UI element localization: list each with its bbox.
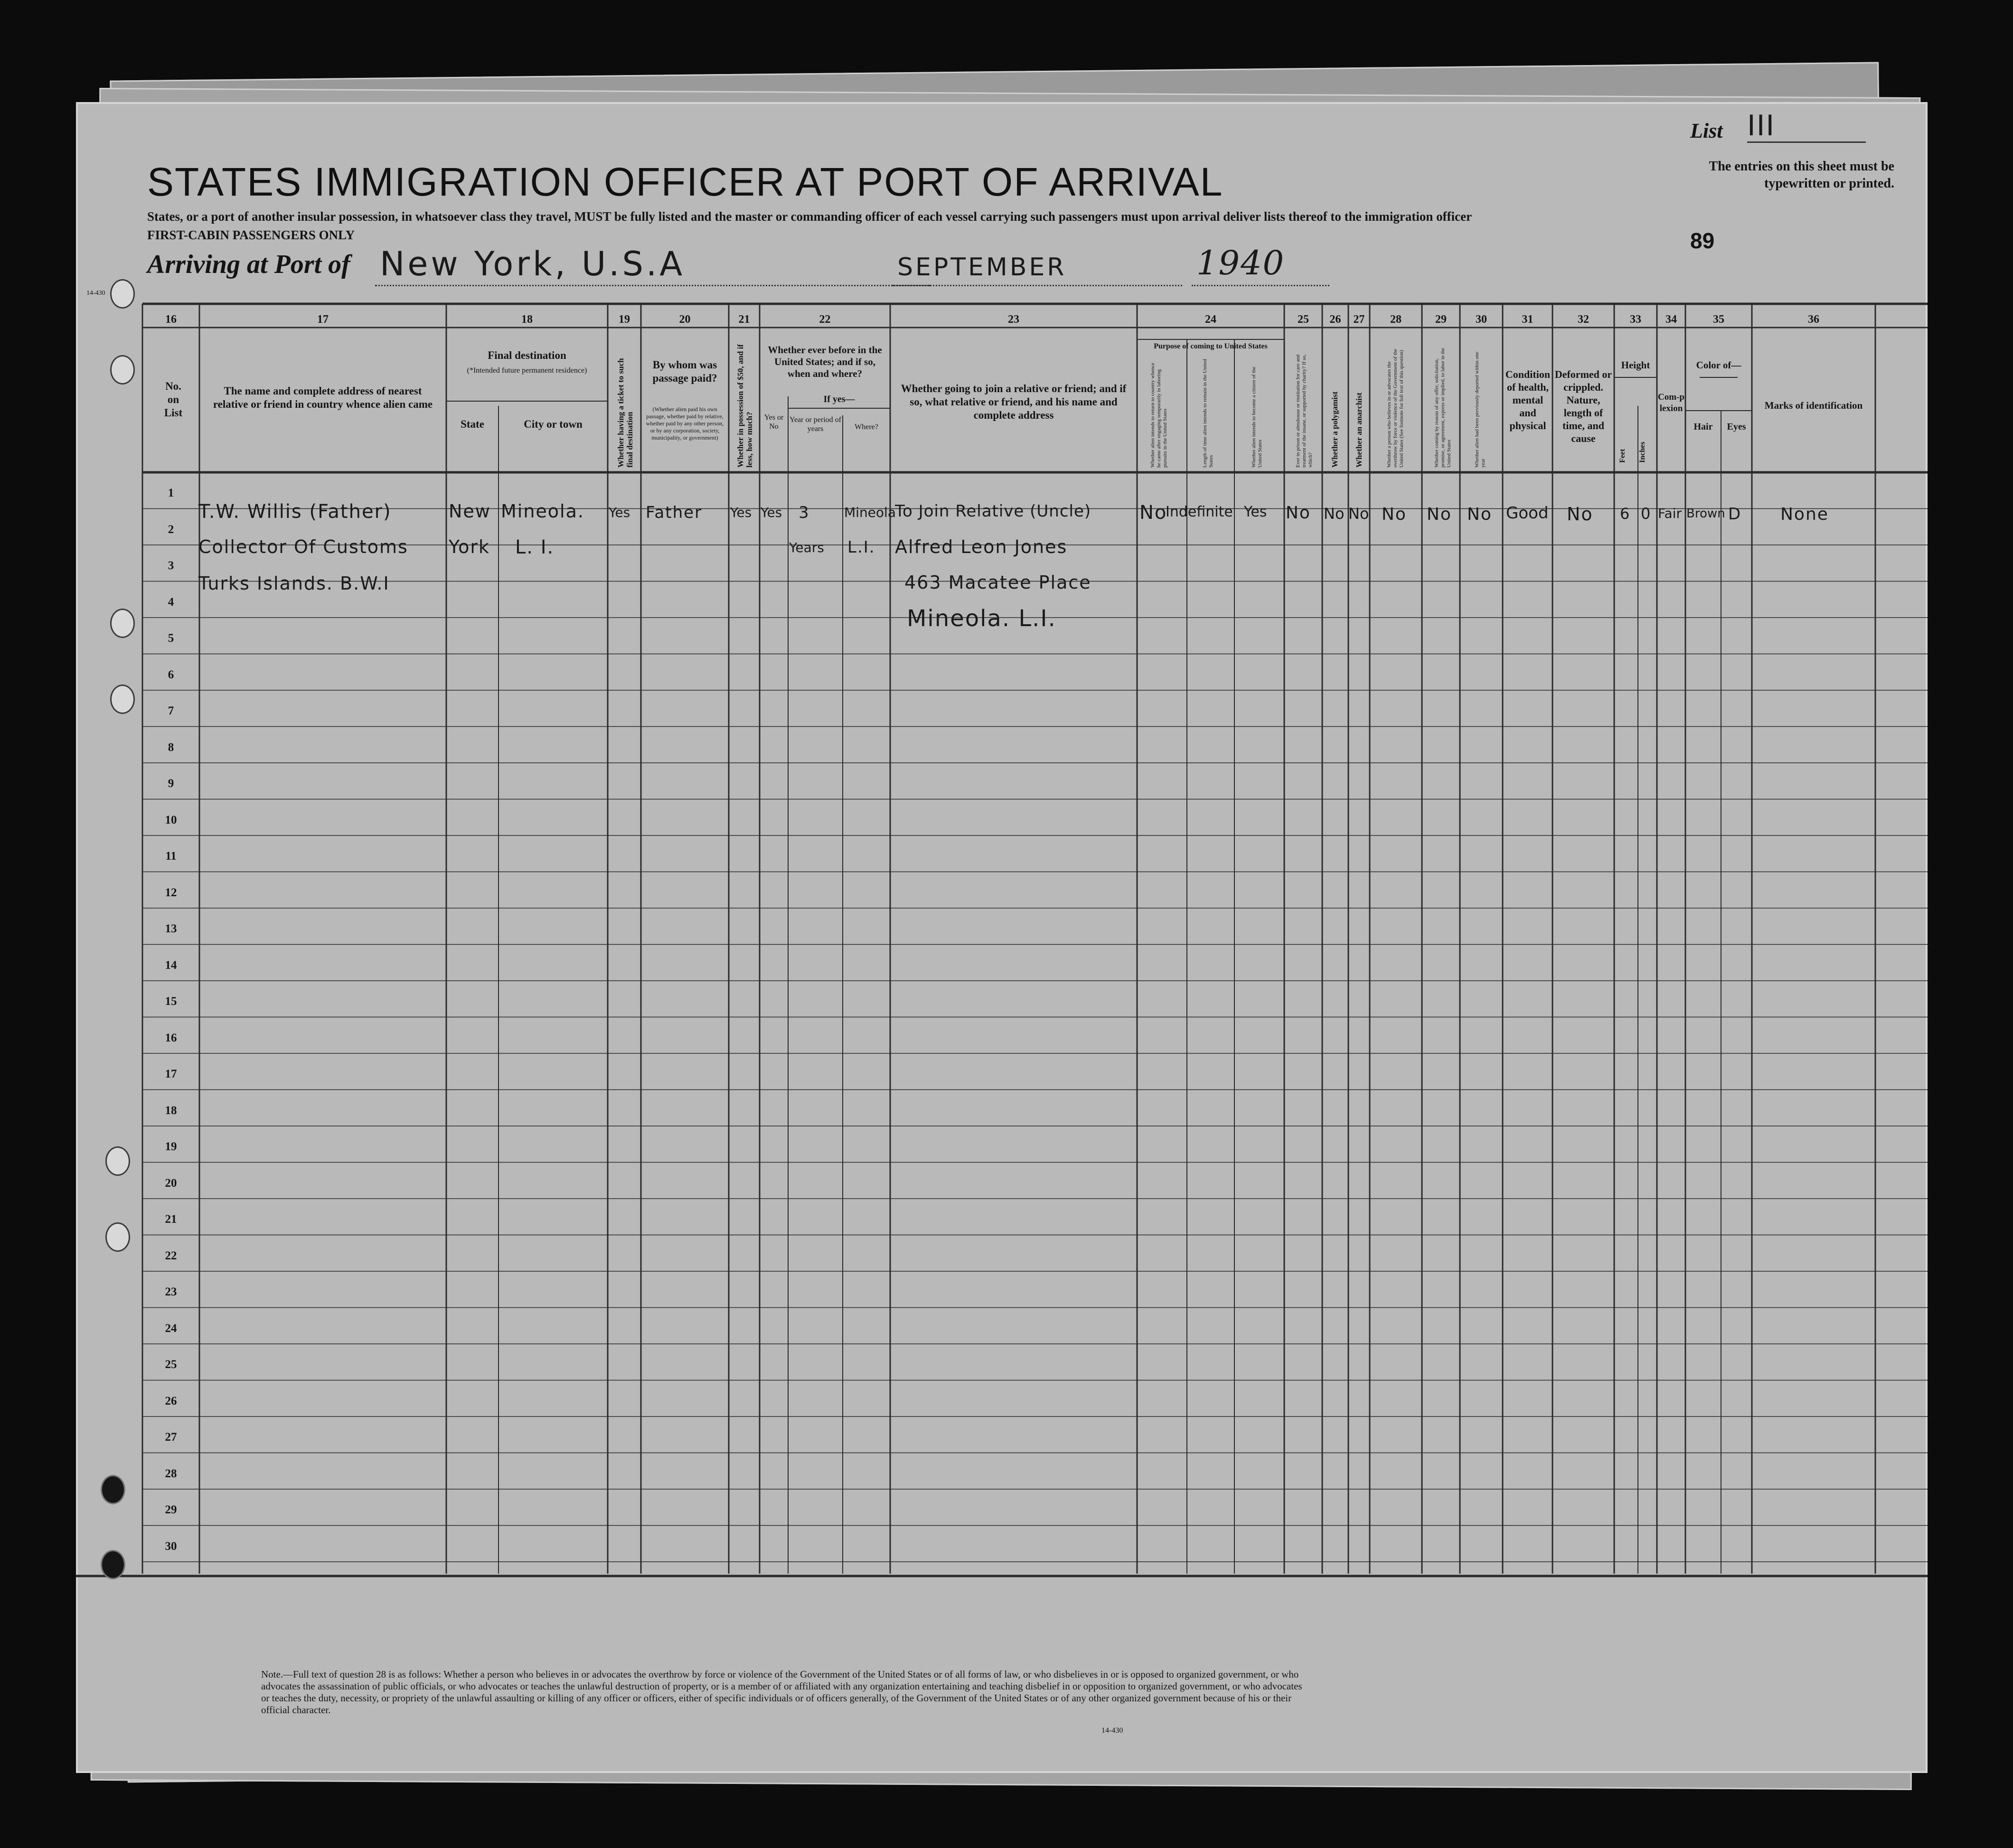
colnum-19: 19: [619, 313, 630, 326]
row-number: 10: [165, 813, 177, 826]
form-code: 14-430: [1101, 1726, 1123, 1735]
header-eyes: Eyes: [1727, 422, 1746, 432]
join-line-4: Mineola. L.I.: [907, 605, 1056, 632]
row-number: 9: [168, 777, 174, 790]
list-label: List: [1690, 119, 1723, 142]
city-line-2: L. I.: [515, 536, 555, 558]
header-health: Condition of health, mental and physical: [1505, 368, 1551, 432]
row-number: 21: [165, 1213, 177, 1226]
ticket-value: Yes: [609, 505, 630, 520]
colnum-21: 21: [738, 313, 750, 326]
punch-hole: [110, 355, 135, 385]
before-yesno-value: Yes: [761, 505, 782, 520]
eyes-value: D: [1728, 505, 1742, 524]
header-nearest-relative: The name and complete address of nearest relative or friend in country whence alien came: [213, 385, 433, 410]
deformed-value: No: [1567, 504, 1593, 525]
row-number: 23: [165, 1285, 177, 1298]
marks-value: None: [1780, 505, 1829, 524]
row-number: 7: [168, 704, 174, 717]
row-number: 24: [165, 1322, 177, 1335]
header-polygamist: Whether a polygamist: [1330, 391, 1339, 468]
header-paid-by-sub: (Whether alien paid his own passage, whether paid by relative, whether paid by any other person, or by any corporation, society, municipality, or government): [646, 406, 724, 441]
state-line-1: New: [449, 501, 491, 522]
header-hair: Hair: [1693, 422, 1713, 432]
header-deported: Whether alien had been previously deported within one year: [1474, 351, 1486, 468]
port-value: New York, U.S.A: [380, 244, 686, 283]
row-number: 8: [168, 741, 174, 754]
row-number: 11: [165, 850, 177, 863]
colnum-29: 29: [1435, 313, 1447, 326]
header-overthrow: Whether a person who believes in or advocates the overthrow by force or violence of the Government of the United States (See footnote for full text of this question): [1386, 348, 1404, 468]
polygamist-value: No: [1324, 505, 1345, 523]
money-value: Yes: [730, 505, 752, 520]
header-length-stay: Length of time alien intends to remain in the United States: [1202, 359, 1214, 468]
header-deformed: Deformed or crippled. Nature, length of time, and cause: [1554, 368, 1612, 444]
header-citizen: Whether alien intends to become a citizen of the United States: [1251, 366, 1263, 468]
header-purpose-return: Whether alien intends to return to country whence he came after engaging temporarily in laboring pursuits in the United States: [1150, 363, 1168, 468]
header-marks: Marks of identification: [1764, 400, 1863, 411]
manifest-page: [76, 102, 1928, 1773]
class-note: FIRST-CABIN PASSENGERS ONLY: [147, 228, 355, 242]
header-before-where: Where?: [855, 423, 878, 431]
colnum-22: 22: [819, 313, 831, 326]
row-number: 3: [168, 559, 174, 572]
form-code-top: 14-430: [86, 290, 105, 297]
colnum-18: 18: [521, 313, 533, 326]
header-final-destination-sub: (*Intended future permanent residence): [467, 366, 587, 375]
row-number: 15: [165, 995, 177, 1008]
row-number: 2: [168, 523, 174, 536]
row-number: 1: [168, 487, 174, 499]
before-where-line-1: Mineola: [844, 505, 896, 520]
hair-value: Brown: [1686, 507, 1725, 521]
colnum-30: 30: [1476, 313, 1487, 326]
colnum-28: 28: [1390, 313, 1402, 326]
year-value: 1940: [1196, 244, 1285, 282]
relative-line-2: Collector Of Customs: [198, 536, 408, 557]
header-join-relative: Whether going to join a relative or friend; and if so, what relative or friend, and his name and complete address: [901, 383, 1127, 421]
health-value: Good: [1506, 504, 1549, 523]
anarchist-value: No: [1348, 505, 1369, 523]
prison-value: No: [1286, 503, 1311, 523]
punch-hole: [101, 1550, 125, 1579]
header-city: City or town: [524, 418, 583, 430]
colnum-20: 20: [679, 313, 691, 326]
header-color-of: Color of—: [1696, 359, 1741, 371]
deported-value: No: [1467, 505, 1492, 524]
relative-line-3: Turks Islands. B.W.I: [198, 573, 390, 594]
page-title: STATES IMMIGRATION OFFICER AT PORT OF ARRIVAL: [147, 159, 1223, 204]
punch-hole: [110, 609, 135, 638]
instructions-text: States, or a port of another insular possession, in whatsoever class they travel, MUST be fully listed and the master or commanding officer of each vessel carrying such passengers must upon arrival deliver lists thereof to the immigration officer: [147, 209, 1472, 224]
colnum-24: 24: [1205, 313, 1216, 326]
footnote: Note.—Full text of question 28 is as follows: Whether a person who believes in or advocates the overthrow by force or violence of the Government of the United States or of all forms of law, or who disbelieves in or is opposed to organized government, or who advocates the assassination of public officials, or who advocates or teaches the unlawful destruction of property, or is a member of or affiliated with any organization entertaining and teaching disbelief in or opposition to organized government, or who advocates or teaches the duty, necessity, or propriety of the unlawful assaulting or killing of any officer or officers, either of specific individuals or of officers generally, of the Government of the United States or of any other organized government because of his or their official character.: [261, 1669, 1302, 1716]
table-grid: [76, 102, 1928, 1773]
length-stay-value: Indefinite: [1166, 504, 1233, 520]
header-ticket: Whether having a ticket to such final destination: [616, 358, 634, 468]
header-paid-by: By whom was passage paid?: [652, 359, 717, 384]
complexion-value: Fair: [1658, 506, 1682, 521]
join-line-1: To Join Relative (Uncle): [895, 502, 1091, 521]
punch-hole: [110, 279, 135, 309]
row-number: 4: [168, 595, 174, 609]
colnum-23: 23: [1008, 313, 1019, 326]
row-number: 26: [165, 1394, 177, 1407]
header-purpose: Purpose of coming to United States: [1154, 342, 1268, 350]
relative-line-1: T.W. Willis (Father): [198, 501, 392, 523]
row-number: 25: [165, 1358, 177, 1371]
row-number: 14: [165, 958, 177, 972]
header-before-year: Year or period of years: [789, 416, 841, 433]
colnum-31: 31: [1522, 313, 1533, 326]
join-line-3: 463 Macatee Place: [904, 572, 1091, 593]
height-feet-value: 6: [1620, 505, 1631, 523]
before-years-line-1: 3: [799, 503, 810, 522]
row-number: 5: [168, 632, 174, 645]
state-line-2: York: [449, 536, 490, 557]
city-line-1: Mineola.: [501, 501, 584, 522]
before-where-line-2: L.I.: [847, 538, 875, 557]
header-no-on-list: No. on List: [164, 380, 183, 419]
punch-hole: [101, 1475, 125, 1504]
colnum-25: 25: [1298, 313, 1309, 326]
colnum-34: 34: [1665, 313, 1677, 326]
colnum-27: 27: [1353, 313, 1365, 326]
list-value: III: [1747, 109, 1866, 143]
labor-offer-value: No: [1427, 505, 1452, 524]
punch-hole: [110, 685, 135, 714]
colnum-36: 36: [1808, 313, 1819, 326]
entries-note: The entries on this sheet must be typewritten or printed.: [1709, 159, 1894, 191]
paid-by-value: Father: [646, 503, 703, 522]
punch-hole: [105, 1222, 130, 1252]
header-ever-before: Whether ever before in the United States; and if so, when and where?: [768, 344, 882, 379]
colnum-32: 32: [1578, 313, 1589, 326]
header-feet: Feet: [1618, 449, 1627, 463]
row-number: 16: [165, 1031, 177, 1044]
row-number: 22: [165, 1249, 177, 1262]
colnum-35: 35: [1713, 313, 1724, 326]
header-prison: Ever in prison or almshouse or institution for care and treatment of the insane, or supported by charity? If so, which?: [1295, 354, 1313, 468]
row-number: 18: [165, 1104, 177, 1117]
sheet-number: 89: [1690, 228, 1715, 253]
punch-hole: [105, 1146, 130, 1176]
row-number: 20: [165, 1176, 177, 1190]
row-number: 28: [165, 1467, 177, 1480]
arriving-label: Arriving at Port of: [147, 250, 350, 279]
header-before-yesno: Yes or No: [764, 413, 784, 431]
row-number: 13: [165, 922, 177, 935]
before-years-line-2: Years: [789, 540, 824, 555]
citizen-value: Yes: [1244, 504, 1267, 520]
header-labor-offer: Whether coming by reason of any offer, solicitation, promise, or agreement, express or implied, to labor in the United States: [1434, 347, 1452, 468]
header-state: State: [461, 418, 484, 430]
join-line-2: Alfred Leon Jones: [895, 536, 1068, 557]
purpose-return-value: No: [1139, 502, 1167, 524]
overthrow-value: No: [1382, 505, 1407, 524]
header-anarchist: Whether an anarchist: [1355, 392, 1364, 468]
colnum-33: 33: [1630, 313, 1641, 326]
row-number: 6: [168, 668, 174, 681]
month-value: SEPTEMBER: [897, 253, 1067, 281]
row-number: 19: [165, 1140, 177, 1153]
header-final-destination: Final destination: [488, 349, 566, 361]
colnum-17: 17: [317, 313, 329, 326]
row-number: 17: [165, 1068, 177, 1080]
row-number: 12: [165, 886, 177, 899]
height-inches-value: 0: [1641, 505, 1652, 523]
header-inches: Inches: [1638, 441, 1646, 463]
row-number: 27: [165, 1431, 177, 1444]
colnum-16: 16: [165, 313, 177, 326]
header-height: Height: [1621, 359, 1650, 371]
header-complexion: Com-plexion: [1658, 392, 1684, 413]
header-if-yes: If yes—: [823, 394, 855, 404]
row-number: 29: [165, 1503, 177, 1516]
header-fifty-dollars: Whether in possession of $50, and if less, how much?: [736, 344, 754, 468]
colnum-26: 26: [1329, 313, 1341, 326]
row-number: 30: [165, 1539, 177, 1553]
